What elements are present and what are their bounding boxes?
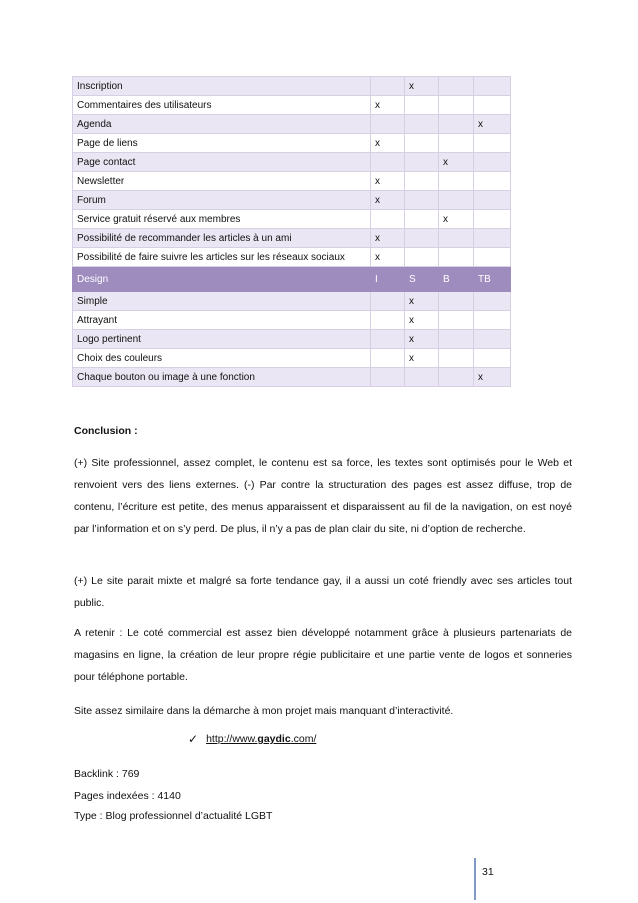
pages-indexed-text: Pages indexées : 4140	[74, 790, 181, 802]
paragraph-2	[74, 570, 572, 614]
rating-cell	[405, 115, 439, 134]
rating-cell: x	[405, 77, 439, 96]
conclusion-heading: Conclusion :	[74, 425, 138, 437]
paragraph-2-text: (+) Le site parait mixte et malgré sa forte tendance gay, il a aussi un coté friendly avec ses articles tout public.	[74, 575, 572, 609]
header-col-b: B	[439, 267, 474, 292]
rating-cell	[439, 229, 474, 248]
rating-cell	[439, 330, 474, 349]
rating-cell	[371, 153, 405, 172]
rating-cell: x	[474, 368, 511, 387]
table-row	[73, 153, 511, 172]
row-label: Agenda	[73, 115, 371, 134]
rating-cell	[474, 349, 511, 368]
rating-cell: x	[405, 292, 439, 311]
row-label: Simple	[73, 292, 371, 311]
rating-cell	[439, 115, 474, 134]
header-label: Design	[73, 267, 371, 292]
rating-cell: x	[405, 330, 439, 349]
type-text: Type : Blog professionnel d’actualité LGBT	[74, 810, 273, 822]
rating-cell: x	[405, 311, 439, 330]
site-link[interactable]	[206, 733, 316, 745]
row-label: Page contact	[73, 153, 371, 172]
row-label: Possibilité de recommander les articles à un ami	[73, 229, 371, 248]
rating-cell: x	[439, 153, 474, 172]
rating-cell: x	[474, 115, 511, 134]
rating-cell	[439, 248, 474, 267]
row-label: Possibilité de faire suivre les articles sur les réseaux sociaux	[73, 248, 371, 267]
rating-cell	[405, 229, 439, 248]
page-number: 31	[482, 866, 494, 878]
rating-cell	[371, 311, 405, 330]
rating-cell	[439, 349, 474, 368]
rating-cell	[439, 292, 474, 311]
rating-cell	[474, 248, 511, 267]
rating-cell	[439, 77, 474, 96]
rating-cell	[439, 134, 474, 153]
table-row	[73, 292, 511, 311]
row-label: Commentaires des utilisateurs	[73, 96, 371, 115]
rating-cell	[405, 210, 439, 229]
paragraph-4-text: Site assez similaire dans la démarche à mon projet mais manquant d’interactivité.	[74, 705, 454, 717]
row-label: Page de liens	[73, 134, 371, 153]
row-label: Chaque bouton ou image à une fonction	[73, 368, 371, 387]
rating-cell	[439, 96, 474, 115]
rating-cell	[439, 172, 474, 191]
header-col-i: I	[371, 267, 405, 292]
backlink-text: Backlink : 769	[74, 768, 140, 780]
link-suffix: .com/	[290, 733, 317, 745]
conclusion-title	[74, 420, 572, 442]
criteria-table	[72, 76, 511, 387]
rating-cell	[474, 77, 511, 96]
rating-cell	[474, 96, 511, 115]
rating-cell	[405, 172, 439, 191]
row-label: Newsletter	[73, 172, 371, 191]
row-label: Service gratuit réservé aux membres	[73, 210, 371, 229]
table-row	[73, 115, 511, 134]
rating-cell	[371, 115, 405, 134]
header-col-tb: TB	[474, 267, 511, 292]
header-col-s: S	[405, 267, 439, 292]
table-row	[73, 77, 511, 96]
rating-cell: x	[371, 191, 405, 210]
paragraph-3	[74, 622, 572, 688]
table-row	[73, 210, 511, 229]
rating-cell	[371, 292, 405, 311]
rating-cell	[474, 210, 511, 229]
rating-cell	[474, 311, 511, 330]
paragraph-4	[74, 700, 572, 722]
table-row	[73, 229, 511, 248]
rating-cell: x	[371, 96, 405, 115]
table-row	[73, 248, 511, 267]
table-row	[73, 96, 511, 115]
rating-cell	[439, 191, 474, 210]
rating-cell	[474, 191, 511, 210]
row-label: Choix des couleurs	[73, 349, 371, 368]
rating-cell	[371, 349, 405, 368]
rating-cell	[371, 77, 405, 96]
rating-cell: x	[371, 134, 405, 153]
rating-cell	[439, 311, 474, 330]
row-label: Forum	[73, 191, 371, 210]
rating-cell	[405, 153, 439, 172]
rating-cell	[405, 134, 439, 153]
row-label: Attrayant	[73, 311, 371, 330]
table-row	[73, 134, 511, 153]
checkmark-icon: ✓	[188, 732, 199, 746]
rating-cell	[405, 96, 439, 115]
table-row	[73, 172, 511, 191]
rating-cell	[405, 368, 439, 387]
page-number-bar	[474, 858, 476, 900]
rating-cell	[474, 153, 511, 172]
row-label: Logo pertinent	[73, 330, 371, 349]
table-row	[73, 349, 511, 368]
link-bold: gaydic	[257, 733, 291, 745]
paragraph-3-text: A retenir : Le coté commercial est assez bien développé notamment grâce à plusieurs partenariats de magasins en ligne, la création de leur propre régie publicitaire et une partie vente de logos et sonneries pour téléphone portable.	[74, 627, 572, 683]
rating-cell	[474, 292, 511, 311]
rating-cell: x	[439, 210, 474, 229]
row-label: Inscription	[73, 77, 371, 96]
rating-cell	[474, 172, 511, 191]
rating-cell	[474, 330, 511, 349]
rating-cell	[371, 368, 405, 387]
rating-cell	[371, 330, 405, 349]
paragraph-1-text: (+) Site professionnel, assez complet, le contenu est sa force, les textes sont optimisés pour le Web et renvoient vers des liens externes. (-) Par contre la structuration des pages est assez diffuse, trop de contenu, l’écriture est petite, des menus apparaissent et disparaissent au fil de la navigation, on est noyé par l’information et on s’y perd. De plus, il n’y a pas de plan clair du site, ni d’option de recherche.	[74, 457, 572, 535]
table-row	[73, 368, 511, 387]
rating-cell	[405, 191, 439, 210]
site-link-line	[188, 732, 316, 746]
rating-cell	[474, 229, 511, 248]
paragraph-1	[74, 452, 572, 540]
rating-cell: x	[371, 248, 405, 267]
design-header-row	[73, 267, 511, 292]
rating-cell	[405, 248, 439, 267]
link-prefix: http://www.	[206, 733, 258, 745]
rating-cell	[439, 368, 474, 387]
rating-cell: x	[405, 349, 439, 368]
rating-cell	[474, 134, 511, 153]
table-row	[73, 311, 511, 330]
table-row	[73, 330, 511, 349]
rating-cell: x	[371, 229, 405, 248]
rating-cell: x	[371, 172, 405, 191]
rating-cell	[371, 210, 405, 229]
table-row	[73, 191, 511, 210]
